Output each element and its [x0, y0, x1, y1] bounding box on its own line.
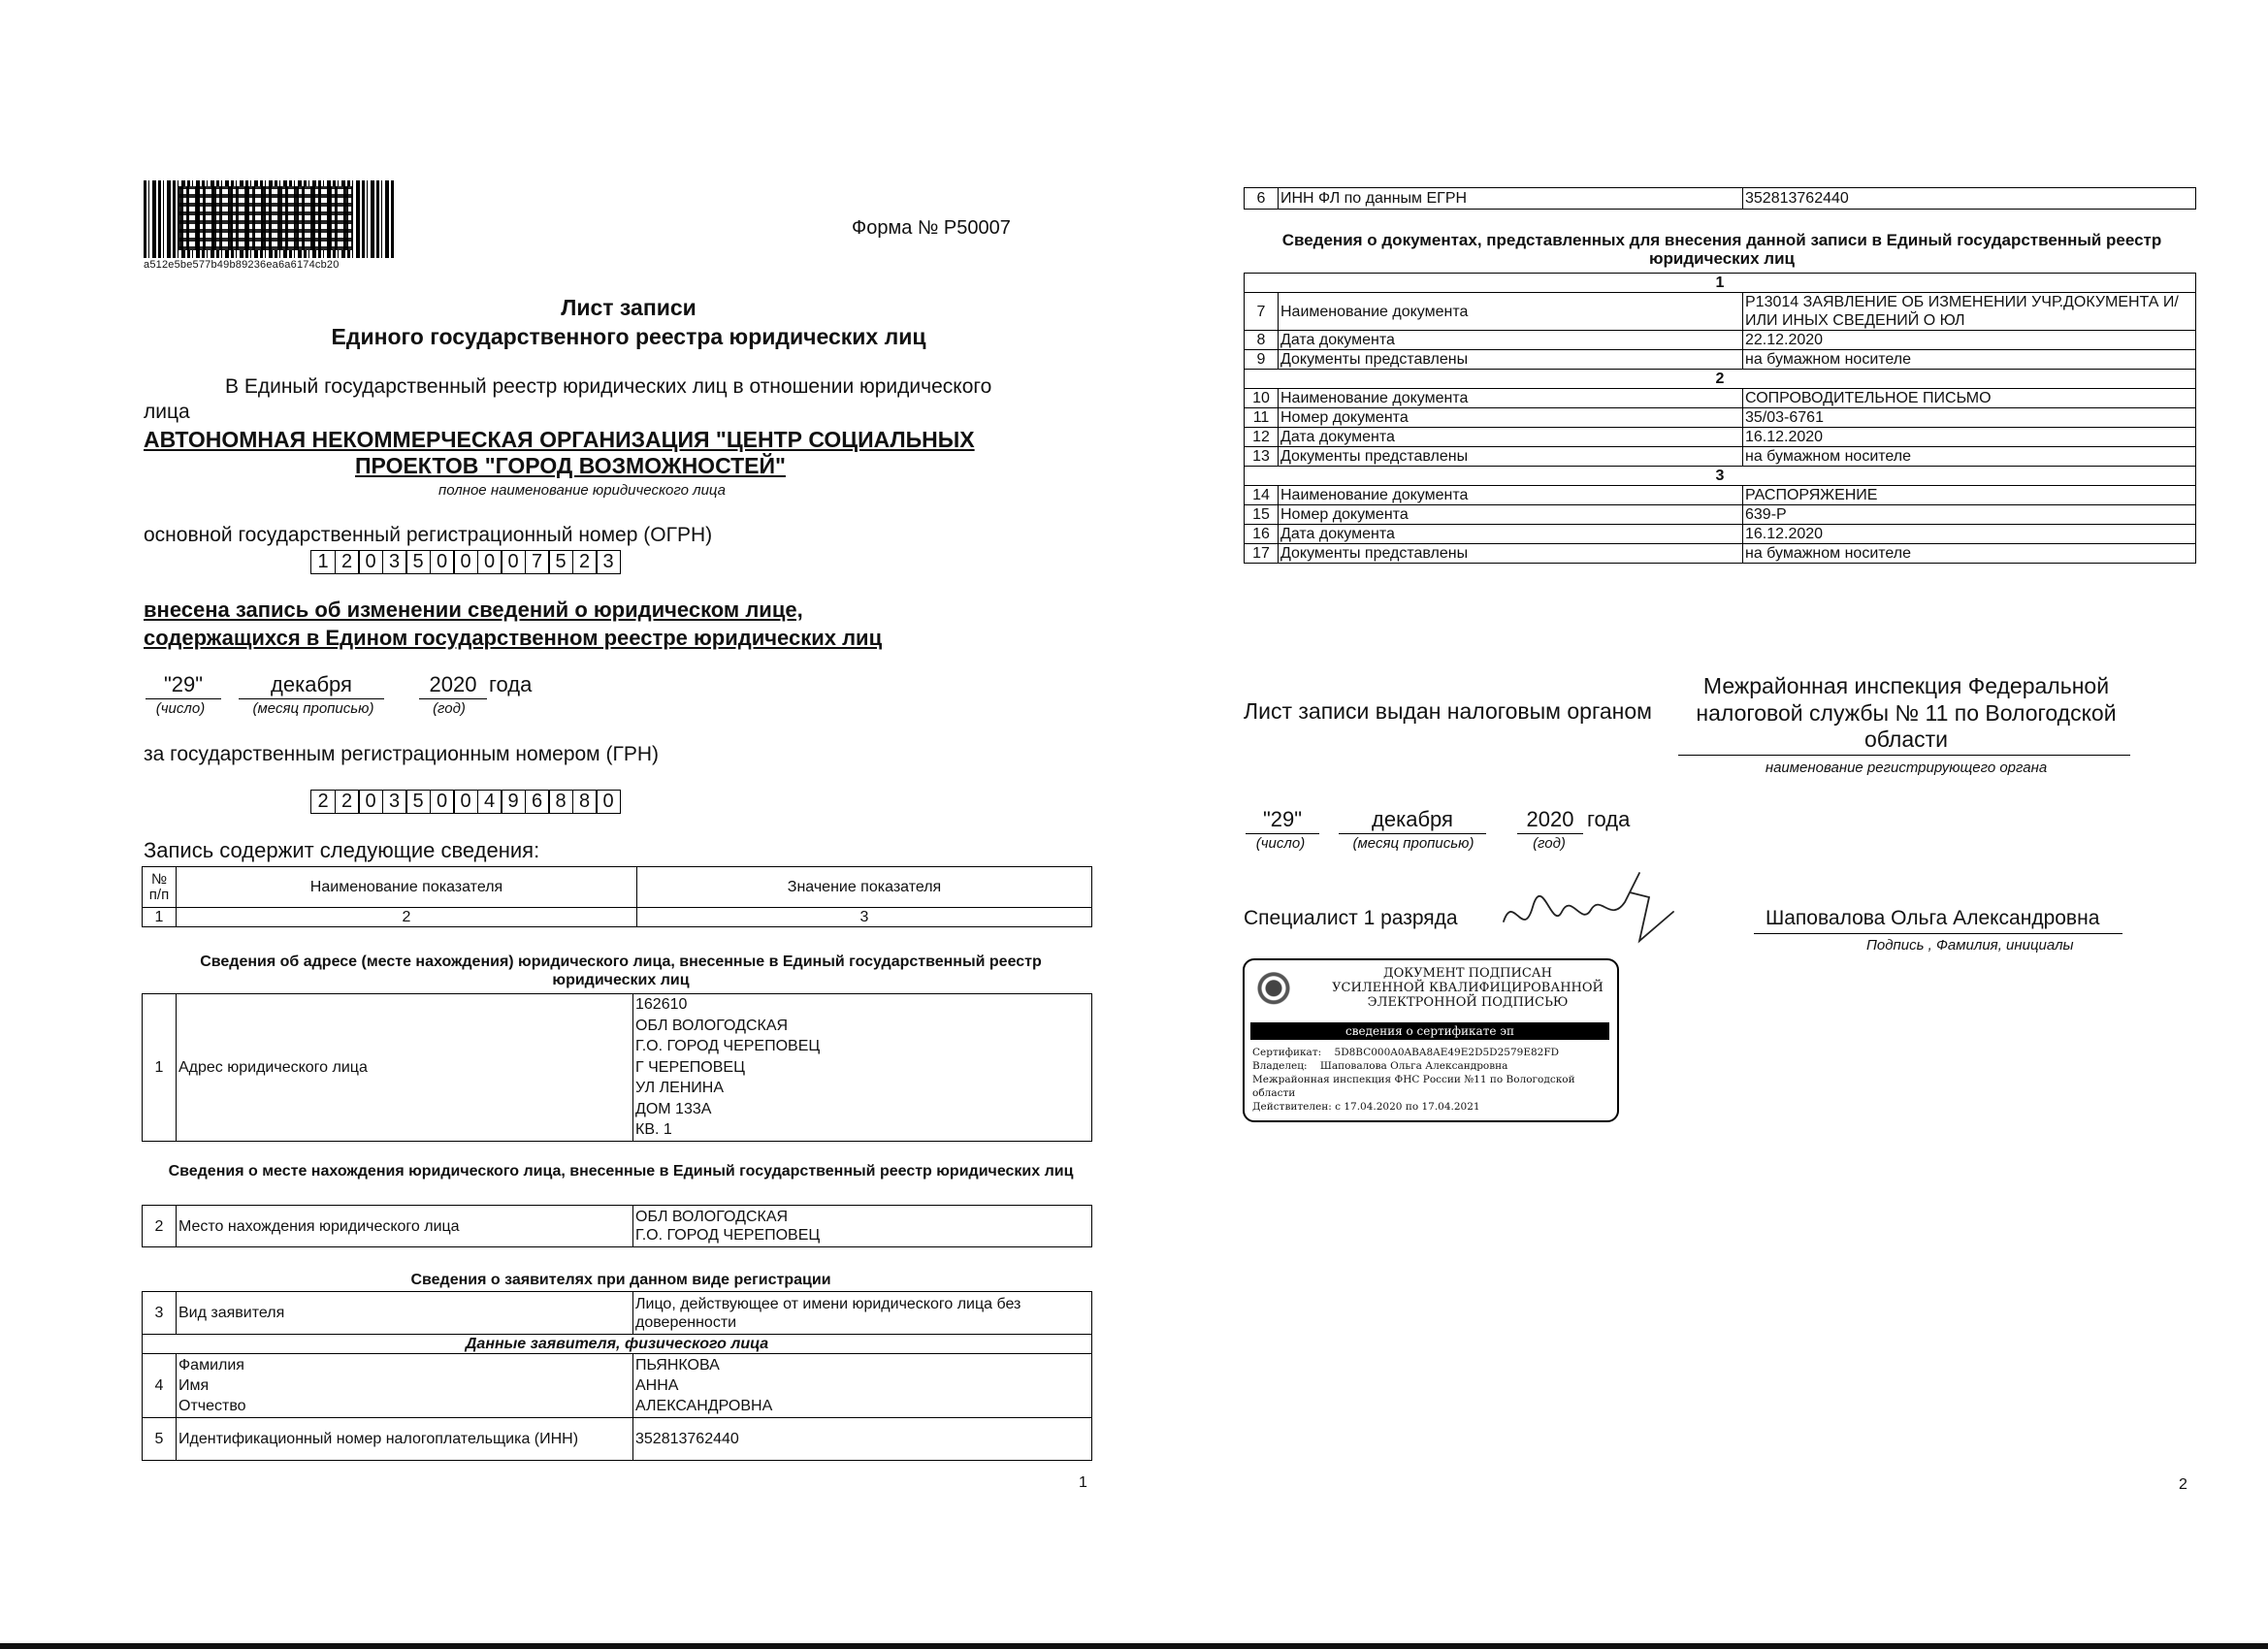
date-year: 2020: [1526, 807, 1574, 831]
row-name: Документы представлены: [1279, 544, 1743, 564]
grn-digit: 0: [596, 790, 621, 814]
row-number: 1: [143, 994, 177, 1142]
ogrn-digit: 5: [548, 550, 573, 574]
section-applicants-title: Сведения о заявителях при данном виде регистрации: [410, 1272, 831, 1288]
applicant-field-name: Имя: [178, 1377, 210, 1394]
date-month-caption: (месяц прописью): [252, 700, 374, 717]
date-year-caption: (год): [433, 700, 466, 717]
address-line: КВ. 1: [635, 1121, 672, 1138]
stamp-header: ДОКУМЕНТ ПОДПИСАН УСИЛЕННОЙ КВАЛИФИЦИРОВАННОЙ ЭЛЕКТРОННОЙ ПОДПИСЬЮ: [1332, 966, 1604, 1010]
date-year: 2020: [429, 672, 477, 696]
row-name: Место нахождения юридического лица: [177, 1206, 633, 1247]
date-day-caption: (число): [1255, 835, 1306, 852]
table-row: [143, 1206, 1092, 1247]
table-row: [1245, 188, 2196, 210]
row-value: 639-Р: [1743, 505, 2196, 525]
table-row: [143, 994, 1092, 1142]
table-row: [143, 1354, 1092, 1418]
contains-label: Запись содержит следующие сведения:: [144, 838, 540, 862]
row-number: 13: [1245, 447, 1279, 467]
date-year-caption: (год): [1533, 835, 1566, 852]
row-number: 9: [1245, 350, 1279, 370]
applicant-field-value: АЛЕКСАНДРОВНА: [635, 1398, 773, 1414]
grn-digit: 8: [572, 790, 598, 814]
row-number: 17: [1245, 544, 1279, 564]
row-name: Адрес юридического лица: [177, 994, 633, 1142]
row-value: СОПРОВОДИТЕЛЬНОЕ ПИСЬМО: [1743, 389, 2196, 408]
title-line-2: Единого государственного реестра юридических лиц: [331, 324, 926, 349]
stamp-issuer: Межрайонная инспекция ФНС России №11 по Вологодской области: [1252, 1074, 1575, 1099]
e-signature-stamp: [1243, 958, 1619, 1122]
row-number: 16: [1245, 525, 1279, 544]
row-name: Наименование документа: [1279, 293, 1743, 331]
address-line: ДОМ 133А: [635, 1100, 712, 1117]
table-row: [1245, 447, 2196, 467]
row-value: [633, 1354, 1092, 1418]
header-name: Наименование показателя: [177, 867, 637, 908]
doc-group-label: 2: [1245, 370, 2196, 389]
specialist-label: Специалист 1 разряда: [1244, 907, 1458, 929]
applicant-field-name: Фамилия: [178, 1357, 244, 1374]
coat-of-arms-icon: [1252, 968, 1295, 1018]
barcode: [144, 180, 394, 258]
row-value: 35/03-6761: [1743, 408, 2196, 428]
authority-line-1: Межрайонная инспекция Федеральной: [1702, 673, 2110, 698]
org-name-caption: полное наименование юридического лица: [437, 482, 727, 499]
row-name: Наименование документа: [1279, 389, 1743, 408]
grn-digit: 0: [453, 790, 478, 814]
stamp-owner: Шаповалова Ольга Александровна: [1319, 1060, 1508, 1072]
grn-digit: 4: [477, 790, 502, 814]
form-label: Форма № Р50007: [852, 217, 1011, 239]
row-value: 352813762440: [633, 1418, 1092, 1461]
applicant-subheader: Данные заявителя, физического лица: [143, 1335, 1092, 1354]
header-col-3: 3: [637, 908, 1092, 927]
row-value: Лицо, действующее от имени юридического лица без доверенности: [633, 1292, 1092, 1335]
row-value: 352813762440: [1743, 188, 2196, 210]
row-name: Документы представлены: [1279, 447, 1743, 467]
header-value: Значение показателя: [637, 867, 1092, 908]
row-number: 15: [1245, 505, 1279, 525]
authority-caption: наименование регистрирующего органа: [1765, 760, 2048, 776]
row-number: 7: [1245, 293, 1279, 331]
row-name: Вид заявителя: [177, 1292, 633, 1335]
stamp-valid-label: Действителен:: [1252, 1101, 1332, 1113]
location-line: ОБЛ ВОЛОГОДСКАЯ: [635, 1209, 789, 1225]
row-name: Дата документа: [1279, 525, 1743, 544]
row-number: 12: [1245, 428, 1279, 447]
row-value: 22.12.2020: [1743, 331, 2196, 350]
org-name-line-1: АВТОНОМНАЯ НЕКОММЕРЧЕСКАЯ ОРГАНИЗАЦИЯ "ЦЕНТР СОЦИАЛЬНЫХ: [144, 427, 975, 452]
address-line: 162610: [635, 996, 688, 1013]
ogrn-label: основной государственный регистрационный номер (ОГРН): [144, 524, 713, 546]
address-line: Г.О. ГОРОД ЧЕРЕПОВЕЦ: [635, 1038, 821, 1054]
row-name: Документы представлены: [1279, 350, 1743, 370]
stamp-cert-label: Сертификат:: [1252, 1047, 1322, 1058]
row-value: Р13014 ЗАЯВЛЕНИЕ ОБ ИЗМЕНЕНИИ УЧР.ДОКУМЕНТА И/ИЛИ ИНЫХ СВЕДЕНИЙ О ЮЛ: [1743, 293, 2196, 331]
signature-name: Шаповалова Ольга Александровна: [1766, 907, 2100, 929]
entry-line-1: внесена запись об изменении сведений о юридическом лице,: [144, 598, 803, 622]
row-name: ИНН ФЛ по данным ЕГРН: [1279, 188, 1743, 210]
row-value: 16.12.2020: [1743, 525, 2196, 544]
row-number: 8: [1245, 331, 1279, 350]
ogrn-digit: 2: [335, 550, 360, 574]
section-address-title: Сведения об адресе (месте нахождения) юридического лица, внесенные в Единый государственный реестр юридических лиц: [200, 954, 1042, 988]
table-row: [1245, 331, 2196, 350]
grn-digit: 6: [525, 790, 550, 814]
row-value: РАСПОРЯЖЕНИЕ: [1743, 486, 2196, 505]
ogrn-digit: 0: [430, 550, 455, 574]
doc-group-label: 3: [1245, 467, 2196, 486]
date-month: декабря: [1372, 807, 1453, 831]
row-value: 16.12.2020: [1743, 428, 2196, 447]
ogrn-digit: 5: [405, 550, 431, 574]
row-number: 5: [143, 1418, 177, 1461]
signature-caption: Подпись , Фамилия, инициалы: [1866, 937, 2074, 954]
row-value: [633, 994, 1092, 1142]
stamp-owner-label: Владелец:: [1252, 1060, 1308, 1072]
date-day: "29": [1262, 807, 1303, 831]
intro-line-1: В Единый государственный реестр юридических лиц в отношении юридического: [225, 375, 992, 398]
ogrn-digit: 2: [572, 550, 598, 574]
ogrn-digit: 3: [382, 550, 407, 574]
address-line: Г ЧЕРЕПОВЕЦ: [635, 1058, 745, 1076]
barcode-text: a512e5be577b49b89236ea6a6174cb20: [144, 259, 340, 271]
docs-table: [1244, 273, 2196, 564]
grn-digit: 2: [310, 790, 336, 814]
ogrn-digit: 0: [501, 550, 526, 574]
signature-scribble: [1484, 854, 1678, 960]
ogrn-digit: 0: [358, 550, 383, 574]
table-row: [1245, 350, 2196, 370]
date-suffix: года: [1587, 807, 1631, 831]
table-row: [1245, 544, 2196, 564]
row-name: Дата документа: [1279, 331, 1743, 350]
grn-digit: 0: [430, 790, 455, 814]
row-number: 4: [143, 1354, 177, 1418]
header-num: № п/п: [143, 867, 177, 908]
date-day-caption: (число): [155, 700, 206, 717]
table-row: [1245, 408, 2196, 428]
table-row: [1245, 389, 2196, 408]
grn-digit: 3: [382, 790, 407, 814]
row-name: Дата документа: [1279, 428, 1743, 447]
row-number: 10: [1245, 389, 1279, 408]
entry-line-2: содержащихся в Едином государственном реестре юридических лиц: [144, 626, 883, 650]
section-docs-title: Сведения о документах, представленных для внесения данной записи в Единый государственный реестр юридических лиц: [1281, 231, 2162, 268]
org-name-line-2: ПРОЕКТОВ "ГОРОД ВОЗМОЖНОСТЕЙ": [355, 453, 786, 478]
doc-group-label: 1: [1245, 274, 2196, 293]
grn-digit: 8: [548, 790, 573, 814]
row-value: на бумажном носителе: [1743, 544, 2196, 564]
row-name: Номер документа: [1279, 408, 1743, 428]
header-col-1: 1: [143, 908, 177, 927]
scan-edge: [0, 1643, 2268, 1649]
row-number: 2: [143, 1206, 177, 1247]
page-number-2: 2: [2179, 1476, 2187, 1493]
row-number: 14: [1245, 486, 1279, 505]
table-row: [1245, 525, 2196, 544]
applicant-field-value: ПЬЯНКОВА: [635, 1357, 720, 1374]
stamp-cert: 5D8BC000A0ABA8AE49E2D5D2579E82FD: [1334, 1047, 1560, 1058]
row-number: 3: [143, 1292, 177, 1335]
stamp-valid: с 17.04.2020 по 17.04.2021: [1335, 1101, 1480, 1113]
ogrn-digit: 1: [310, 550, 336, 574]
authority-line-2: налоговой службы № 11 по Вологодской: [1696, 700, 2117, 726]
row-value: на бумажном носителе: [1743, 350, 2196, 370]
applicant-field-value: АННА: [635, 1377, 679, 1394]
header-table: [142, 866, 1092, 927]
table-row: [1245, 505, 2196, 525]
issued-by-label: Лист записи выдан налоговым органом: [1244, 698, 1652, 724]
grn-label: за государственным регистрационным номером (ГРН): [144, 743, 659, 765]
row-number: 6: [1245, 188, 1279, 210]
row-value: [633, 1206, 1092, 1247]
address-table: [142, 993, 1092, 1142]
title-line-1: Лист записи: [561, 295, 697, 320]
grn-digit: 5: [405, 790, 431, 814]
header-col-2: 2: [177, 908, 637, 927]
applicants-table: [142, 1291, 1092, 1461]
page-number-1: 1: [1079, 1474, 1087, 1491]
row-name: Номер документа: [1279, 505, 1743, 525]
ogrn-digit: 3: [596, 550, 621, 574]
authority-line-3: области: [1863, 727, 1949, 752]
table-row: [1245, 486, 2196, 505]
ogrn-digit: 0: [477, 550, 502, 574]
ogrn-digit: 0: [453, 550, 478, 574]
row-name: [177, 1354, 633, 1418]
applicant-field-name: Отчество: [178, 1398, 246, 1414]
date-day: "29": [163, 672, 204, 696]
location-line: Г.О. ГОРОД ЧЕРЕПОВЕЦ: [635, 1227, 821, 1244]
grn-digit: 2: [335, 790, 360, 814]
stamp-bar: сведения о сертификате эп: [1250, 1022, 1609, 1040]
row-name: Идентификационный номер налогоплательщика (ИНН): [177, 1418, 633, 1461]
address-line: УЛ ЛЕНИНА: [635, 1080, 725, 1096]
section-location-title: Сведения о месте нахождения юридического лица, внесенные в Единый государственный реестр юридических лиц: [168, 1163, 1074, 1180]
intro-line-2: лица: [144, 401, 190, 423]
address-line: ОБЛ ВОЛОГОДСКАЯ: [635, 1017, 789, 1034]
row-name: Наименование документа: [1279, 486, 1743, 505]
table-row: [143, 1292, 1092, 1335]
date-month: декабря: [271, 672, 352, 696]
inn-table: [1244, 187, 2196, 210]
date-month-caption: (месяц прописью): [1352, 835, 1474, 852]
table-row: [1245, 293, 2196, 331]
table-row: [1245, 428, 2196, 447]
row-number: 11: [1245, 408, 1279, 428]
grn-digit: 9: [501, 790, 526, 814]
grn-digit: 0: [358, 790, 383, 814]
table-row: [143, 1418, 1092, 1461]
ogrn-digit: 7: [525, 550, 550, 574]
location-table: [142, 1205, 1092, 1247]
ogrn-digits: [310, 550, 620, 574]
grn-digits: [310, 790, 620, 814]
date-suffix: года: [489, 672, 533, 696]
row-value: на бумажном носителе: [1743, 447, 2196, 467]
